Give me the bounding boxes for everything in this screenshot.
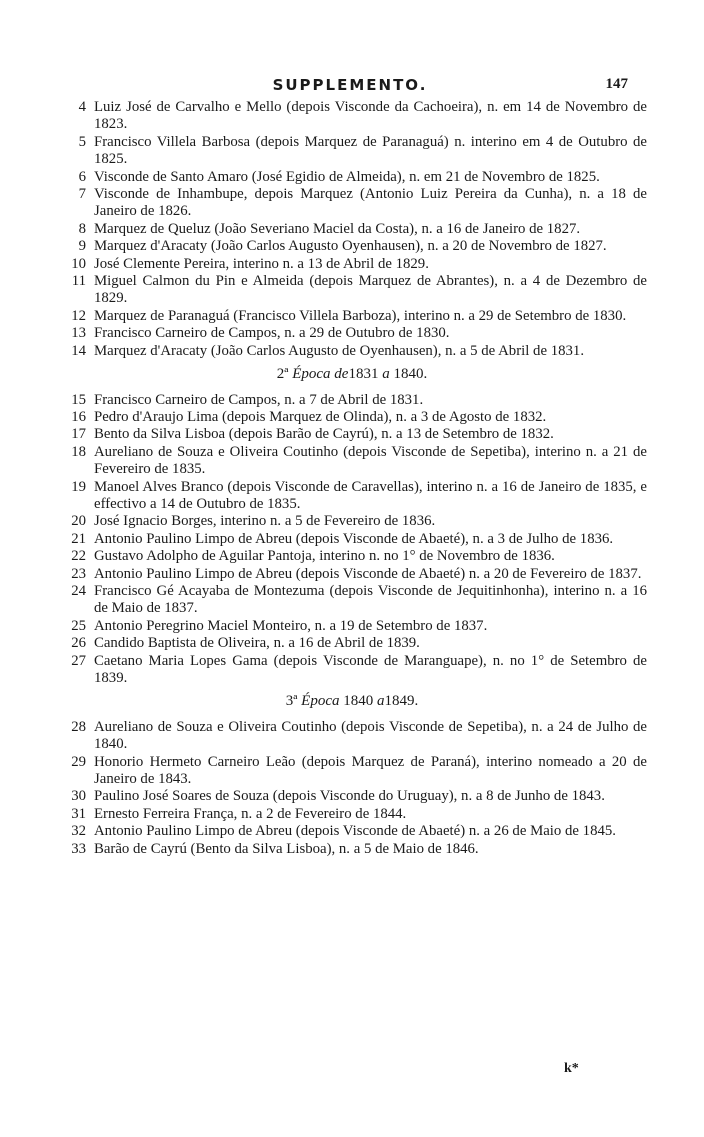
entry-text: Bento da Silva Lisboa (depois Barão de Cayrú), n. a 13 de Setembro de 1832. (94, 426, 554, 443)
entry-text: Miguel Calmon du Pin e Almeida (depois Marquez de Abrantes), n. a 4 de Dezembro de 1829. (94, 273, 647, 307)
entry-number: 5 (78, 133, 86, 150)
entry-text: Francisco Carneiro de Campos, n. a 7 de Abril de 1831. (94, 391, 424, 408)
entry-text: Marquez d'Aracaty (João Carlos Augusto Oyenhausen), n. a 20 de Novembro de 1827. (94, 238, 607, 255)
entry-text: Antonio Paulino Limpo de Abreu (depois Visconde de Abaeté), n. a 3 de Julho de 1836. (94, 530, 614, 547)
entry-text: Antonio Paulino Limpo de Abreu (depois Visconde de Abaeté) n. a 26 de Maio de 1845. (94, 823, 616, 840)
entry-number: 8 (78, 220, 86, 237)
entry-text: Barão de Cayrú (Bento da Silva Lisboa), n. a 5 de Maio de 1846. (94, 840, 479, 857)
list-item (57, 479, 647, 514)
list-item (57, 325, 647, 342)
entry-number: 22 (71, 548, 86, 565)
entry-number: 26 (71, 635, 86, 652)
entry-text: Visconde de Inhambupe, depois Marquez (Antonio Luiz Pereira da Cunha), n. a 18 de Janeiro de 1826. (94, 186, 647, 220)
entry-number: 7 (78, 186, 86, 203)
list-item (57, 806, 647, 823)
entry-text: Candido Baptista de Oliveira, n. a 16 de Abril de 1839. (94, 635, 420, 652)
list-item (57, 134, 647, 169)
entry-text: Marquez de Paranaguá (Francisco Villela Barboza), interino n. a 29 de Setembro de 1830. (94, 307, 627, 324)
list-item (57, 308, 647, 325)
entry-text: Francisco Carneiro de Campos, n. a 29 de Outubro de 1830. (94, 325, 450, 342)
page-title: SUPPLEMENTO. (272, 76, 428, 94)
entry-number: 19 (71, 478, 86, 495)
section-first-epoch (57, 99, 647, 360)
heading-epoch: Época (292, 366, 331, 383)
list-item (57, 513, 647, 530)
section-heading-third-epoch (57, 693, 647, 710)
list-item (57, 409, 647, 426)
list-item (57, 426, 647, 443)
list-item (57, 169, 647, 186)
entry-number: 21 (71, 530, 86, 547)
list-item (57, 719, 647, 754)
section-third-epoch (57, 719, 647, 858)
entry-text: Francisco Villela Barbosa (depois Marquez de Paranaguá) n. interino em 4 de Outubro de 1825. (94, 133, 647, 168)
entry-number: 13 (71, 325, 86, 342)
entry-text: Pedro d'Araujo Lima (depois Marquez de Olinda), n. a 3 de Agosto de 1832. (94, 408, 547, 425)
entry-number: 30 (71, 788, 86, 805)
heading-epoch: Época (301, 693, 340, 710)
heading-ordinal: 3ª (285, 693, 298, 710)
entry-number: 18 (71, 443, 86, 460)
entry-text: Gustavo Adolpho de Aguilar Pantoja, interino n. no 1° de Novembro de 1836. (94, 548, 555, 565)
list-item (57, 653, 647, 688)
entry-text: Aureliano de Souza e Oliveira Coutinho (depois Visconde de Sepetiba), interino n. a 21 de Fevereiro de 1835. (94, 443, 647, 478)
list-item (57, 548, 647, 565)
entry-number: 15 (71, 391, 86, 408)
list-item (57, 618, 647, 635)
list-item (57, 99, 647, 134)
list-item (57, 221, 647, 238)
list-item (57, 583, 647, 618)
entry-number: 25 (71, 617, 86, 634)
entry-text: Francisco Gé Acayaba de Montezuma (depois Visconde de Jequitinhonha), interino n. a 16 de Maio de 1837. (94, 582, 647, 617)
list-item (57, 444, 647, 479)
entry-text: Aureliano de Souza e Oliveira Coutinho (depois Visconde de Sepetiba), n. a 24 de Julho de 1840. (94, 718, 647, 753)
entry-text: Caetano Maria Lopes Gama (depois Visconde de Maranguape), n. no 1° de Setembro de 1839. (94, 652, 647, 686)
entry-number: 14 (71, 342, 86, 359)
entry-number: 23 (71, 565, 86, 582)
list-item (57, 256, 647, 273)
entry-text: Ernesto Ferreira França, n. a 2 de Fevereiro de 1844. (94, 805, 407, 822)
heading-de: de (334, 366, 349, 383)
signature-mark: k* (564, 1061, 579, 1076)
entry-text: José Ignacio Borges, interino n. a 5 de Fevereiro de 1836. (94, 513, 436, 530)
entry-number: 31 (71, 805, 86, 822)
heading-end-year: 1849. (384, 693, 419, 710)
section-second-epoch (57, 392, 647, 688)
entry-number: 10 (71, 255, 86, 272)
entry-text: Marquez d'Aracaty (João Carlos Augusto de Oyenhausen), n. a 5 de Abril de 1831. (94, 342, 585, 359)
heading-ordinal: 2ª (276, 366, 289, 383)
list-item (57, 273, 647, 308)
entry-text: Honorio Hermeto Carneiro Leão (depois Marquez de Paraná), interino nomeado a 20 de Janeiro de 1843. (94, 753, 647, 788)
list-item (57, 531, 647, 548)
heading-a: a (376, 693, 385, 710)
entry-text: Luiz José de Carvalho e Mello (depois Visconde da Cachoeira), n. em 14 de Novembro de 1823. (94, 99, 647, 133)
entry-number: 28 (71, 718, 86, 735)
entry-number: 33 (71, 840, 86, 857)
list-item (57, 186, 647, 221)
entry-number: 12 (71, 307, 86, 324)
list-item (57, 566, 647, 583)
entry-number: 4 (78, 99, 86, 115)
list-item (57, 635, 647, 652)
entry-number: 16 (71, 408, 86, 425)
list-item (57, 754, 647, 789)
entry-number: 9 (78, 238, 86, 255)
entry-number: 32 (71, 823, 86, 840)
entry-number: 17 (71, 426, 86, 443)
entry-text: Paulino José Soares de Souza (depois Visconde do Uruguay), n. a 8 de Junho de 1843. (94, 788, 605, 805)
entry-text: José Clemente Pereira, interino n. a 13 de Abril de 1829. (94, 255, 429, 272)
entry-number: 20 (71, 513, 86, 530)
heading-end-year: 1840. (393, 366, 428, 383)
entry-number: 27 (71, 652, 86, 669)
entry-text: Antonio Peregrino Maciel Monteiro, n. a 19 de Setembro de 1837. (94, 617, 488, 634)
page-header (60, 76, 640, 96)
entry-text: Antonio Paulino Limpo de Abreu (depois Visconde de Abaeté) n. a 20 de Fevereiro de 1837. (94, 565, 642, 582)
list-item (57, 238, 647, 255)
list-item (57, 788, 647, 805)
page-number: 147 (605, 76, 628, 92)
heading-start-year: 1831 (348, 366, 379, 383)
heading-start-year: 1840 (343, 693, 374, 710)
entry-number: 24 (71, 582, 86, 599)
list-item (57, 841, 647, 858)
list-item (57, 823, 647, 840)
list-item (57, 392, 647, 409)
section-heading-second-epoch (57, 366, 647, 383)
heading-a: a (382, 366, 390, 383)
entry-number: 11 (71, 273, 86, 290)
entry-number: 6 (78, 168, 86, 185)
entry-text: Visconde de Santo Amaro (José Egidio de Almeida), n. em 21 de Novembro de 1825. (94, 168, 600, 185)
list-item (57, 343, 647, 360)
entry-text: Manoel Alves Branco (depois Visconde de Caravellas), interino n. a 16 de Janeiro de 1835, e effectivo a 14 de Outubro de 1835. (94, 478, 647, 512)
entry-text: Marquez de Queluz (João Severiano Maciel da Costa), n. a 16 de Janeiro de 1827. (94, 220, 581, 237)
minister-list (57, 99, 647, 858)
entry-number: 29 (71, 753, 86, 770)
